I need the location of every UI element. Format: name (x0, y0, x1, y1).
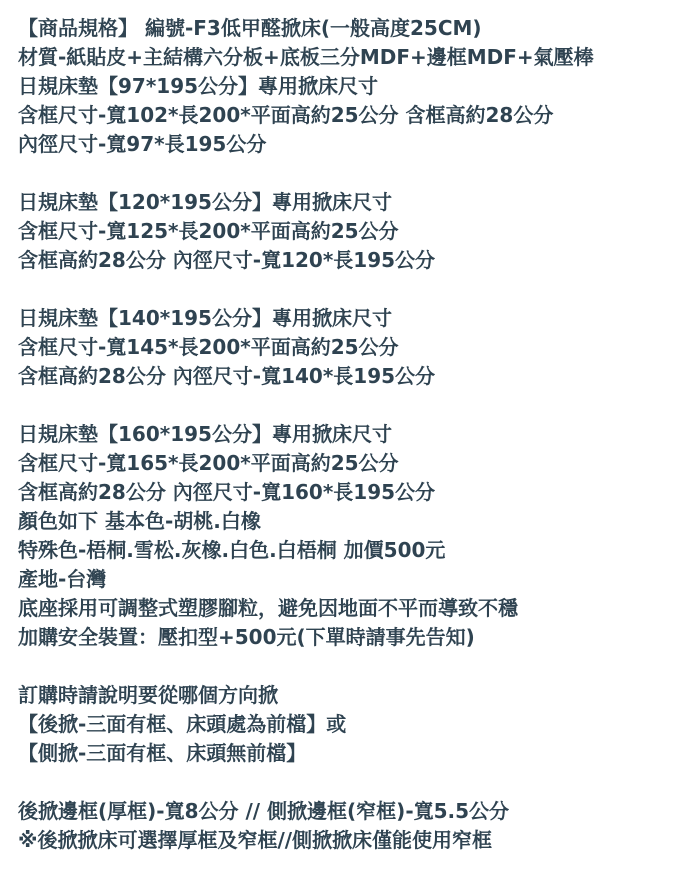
frame-note-line: ※後掀掀床可選擇厚框及窄框//側掀掀床僅能使用窄框 (18, 828, 493, 852)
size-160-heading: 日規床墊【160*195公分】專用掀床尺寸 (18, 422, 392, 446)
size-160-inner-dimensions: 含框高約28公分 內徑尺寸-寬160*長195公分 (18, 480, 436, 504)
blank-line (18, 768, 700, 797)
origin-line: 產地-台灣 (18, 567, 107, 591)
size-120-inner-dimensions: 含框高約28公分 內徑尺寸-寬120*長195公分 (18, 248, 436, 272)
colors-special-line: 特殊色-梧桐.雪松.灰橡.白色.白梧桐 加價500元 (18, 538, 446, 562)
spec-title-line: 【商品規格】 編號-F3低甲醛掀床(一般高度25CM) (18, 16, 482, 40)
size-140-heading: 日規床墊【140*195公分】專用掀床尺寸 (18, 306, 392, 330)
size-140-inner-dimensions: 含框高約28公分 內徑尺寸-寬140*長195公分 (18, 364, 436, 388)
safety-device-line: 加購安全裝置：壓扣型+500元(下單時請事先告知) (18, 625, 475, 649)
size-97-inner-dimensions: 內徑尺寸-寬97*長195公分 (18, 132, 267, 156)
order-direction-line: 訂購時請說明要從哪個方向掀 (18, 683, 278, 707)
base-feet-line: 底座採用可調整式塑膠腳粒，避免因地面不平而導致不穩 (18, 596, 518, 620)
size-140-frame-dimensions: 含框尺寸-寬145*長200*平面高約25公分 (18, 335, 399, 359)
frame-width-line: 後掀邊框(厚框)-寬8公分 // 側掀邊框(窄框)-寬5.5公分 (18, 799, 510, 823)
blank-line (18, 275, 700, 304)
blank-line (18, 652, 700, 681)
rear-lift-option: 【後掀-三面有框、床頭處為前檔】或 (18, 712, 347, 736)
blank-line (18, 159, 700, 188)
blank-line (18, 391, 700, 420)
size-120-frame-dimensions: 含框尺寸-寬125*長200*平面高約25公分 (18, 219, 399, 243)
size-160-frame-dimensions: 含框尺寸-寬165*長200*平面高約25公分 (18, 451, 399, 475)
size-97-heading: 日規床墊【97*195公分】專用掀床尺寸 (18, 74, 379, 98)
side-lift-option: 【側掀-三面有框、床頭無前檔】 (18, 741, 307, 765)
size-120-heading: 日規床墊【120*195公分】專用掀床尺寸 (18, 190, 392, 214)
material-line: 材質-紙貼皮+主結構六分板+底板三分MDF+邊框MDF+氣壓棒 (18, 45, 594, 69)
colors-basic-line: 顏色如下 基本色-胡桃.白橡 (18, 509, 261, 533)
size-97-frame-dimensions: 含框尺寸-寬102*長200*平面高約25公分 含框高約28公分 (18, 103, 554, 127)
